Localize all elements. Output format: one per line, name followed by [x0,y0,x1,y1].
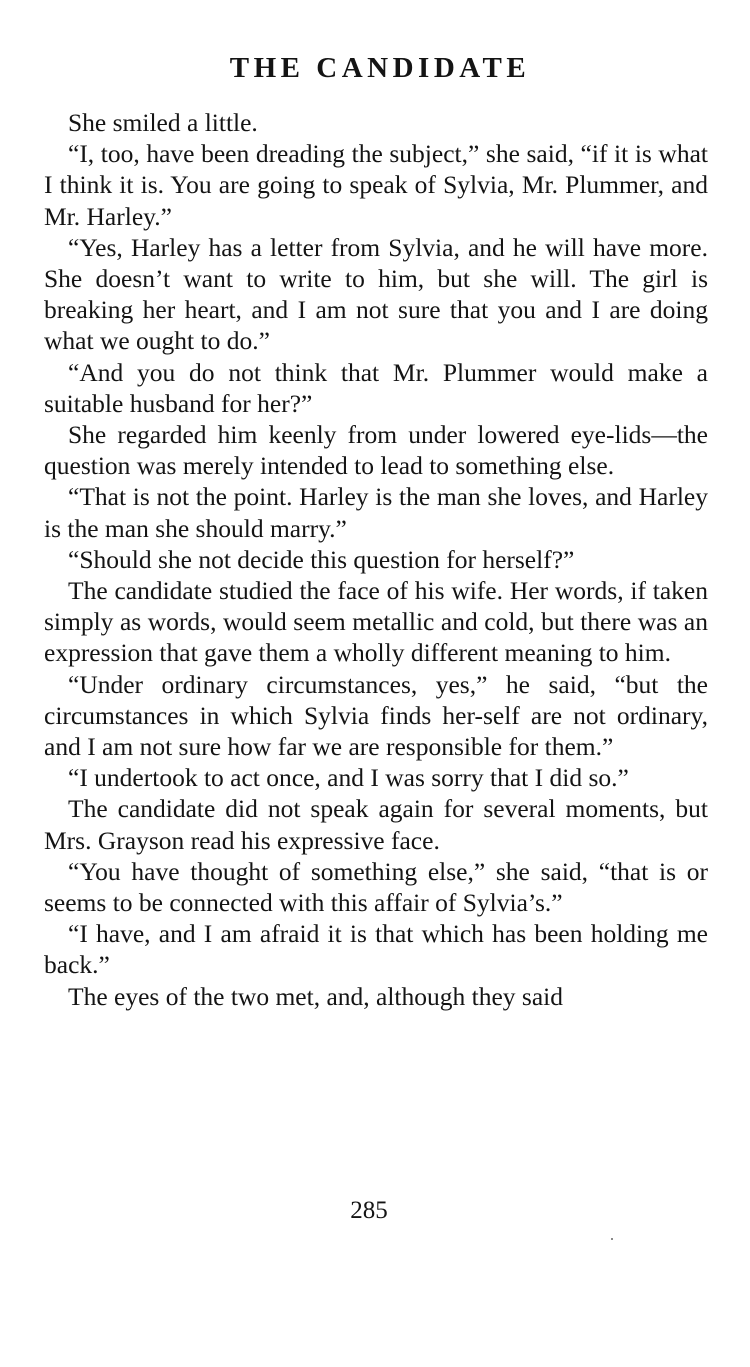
paragraph-3: “Yes, Harley has a letter from Sylvia, and he will have more. She doesn’t want to write to him, but she will. The girl is breaking her heart, and I am not sure that you and I are doing what we ought to do.” [44,232,708,356]
paragraph-6: “That is not the point. Harley is the man she loves, and Harley is the man she should marry.” [44,482,708,543]
paragraph-12: “You have thought of something else,” she said, “that is or seems to be connected with this affair of Sylvia’s.” [44,856,708,918]
paragraph-4: “And you do not think that Mr. Plummer would make a suitable husband for her?” [44,357,708,418]
paragraph-7: “Should she not decide this question for herself?” [68,544,575,574]
paragraph-11: The candidate did not speak again for several moments, but Mrs. Grayson read his expressive face. [44,794,708,855]
running-head: THE CANDIDATE [229,52,531,84]
paper-speck [611,1238,613,1240]
paragraph-8: The candidate studied the face of his wife. Her words, if taken simply as words, would seem metallic and cold, but there was an expression that gave them a wholly different meaning to him. [44,576,708,668]
paragraph-10: “I undertook to act once, and I was sorry that I did so.” [68,763,629,793]
paragraph-9: “Under ordinary circumstances, yes,” he said, “but the circumstances in which Sylvia finds her-self are not ordinary, and I am not sure how far we are responsible for them.” [44,669,708,762]
page-number: 285 [350,1197,388,1224]
paragraph-5: She regarded him keenly from under lowered eye-lids—the question was merely intended to lead to something else. [44,420,708,481]
paragraph-1: She smiled a little. [68,108,258,137]
paragraph-13: “I have, and I am afraid it is that which has been holding me back.” [44,919,708,980]
paragraph-2: “I, too, have been dreading the subject,” she said, “if it is what I think it is. You are going to speak of Sylvia, Mr. Plummer, and Mr. Harley.” [44,139,708,231]
paragraph-14: The eyes of the two met, and, although they said [68,981,563,1011]
body-text [44,107,708,1012]
